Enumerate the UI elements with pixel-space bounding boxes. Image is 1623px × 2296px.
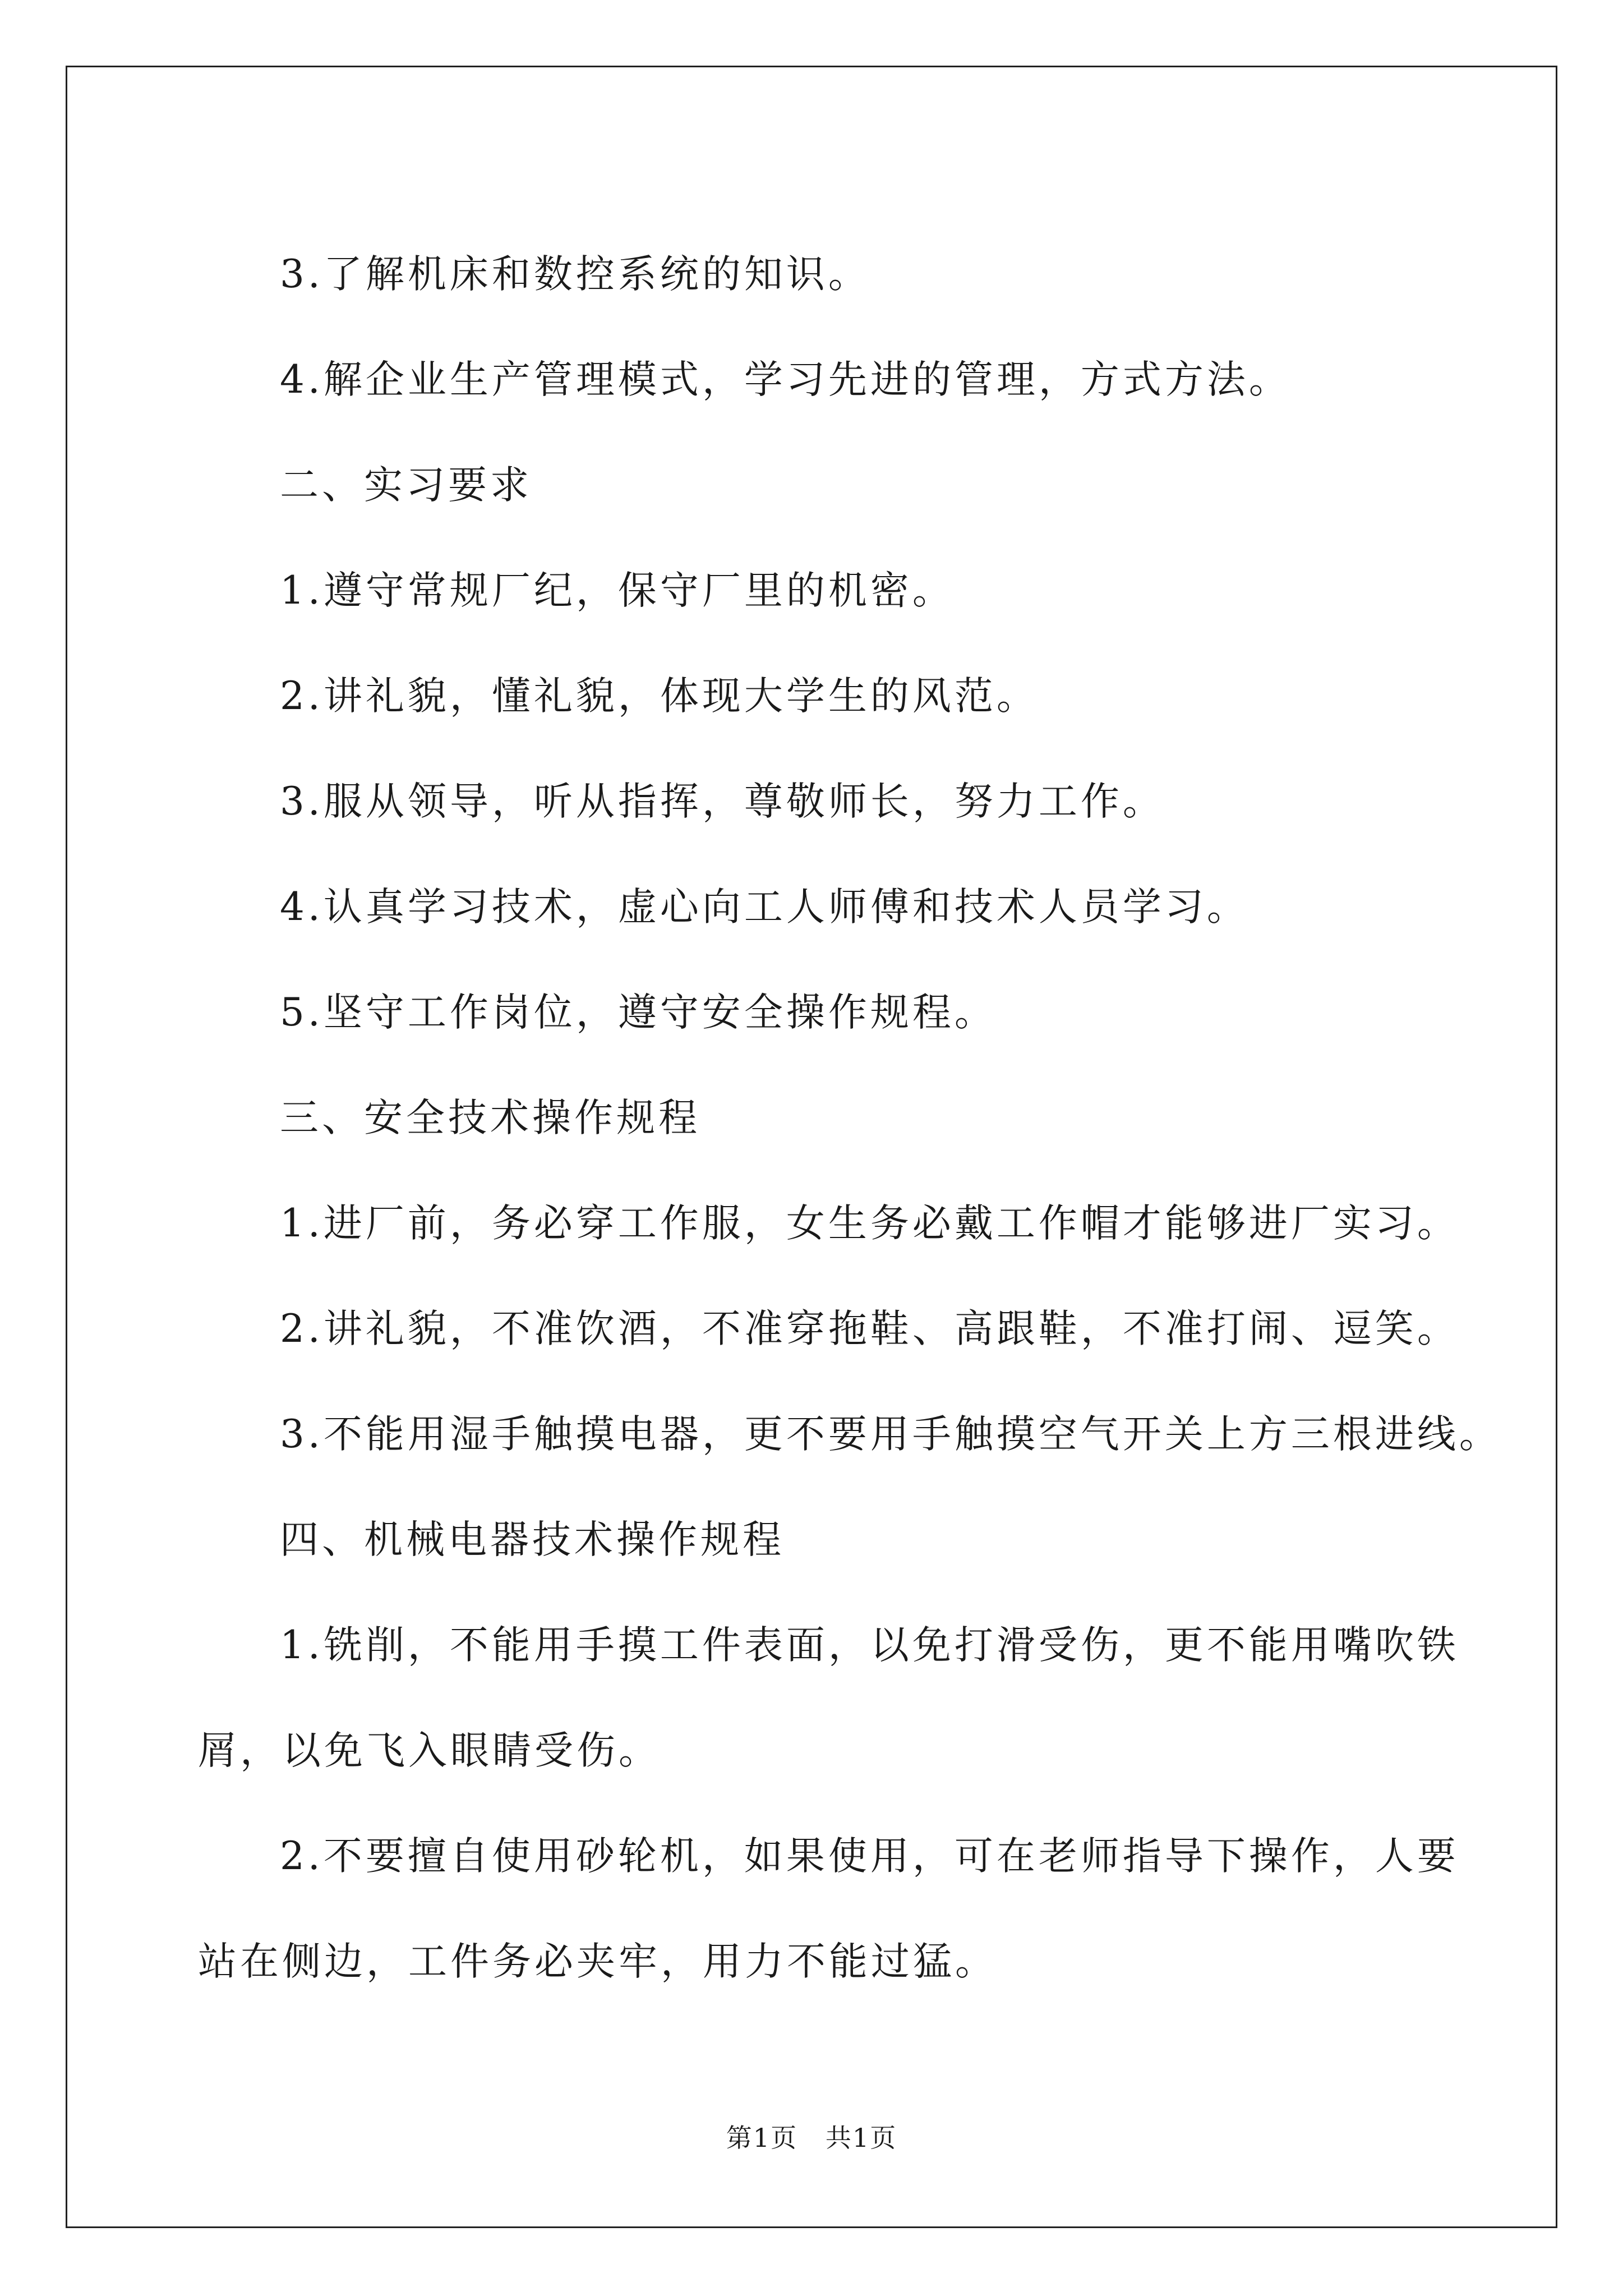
paragraph-line: 5.坚守工作岗位，遵守安全操作规程。 [280, 990, 997, 1035]
paragraph-line: 1.遵守常规厂纪，保守厂里的机密。 [280, 568, 955, 613]
document-body [198, 222, 1501, 2014]
paragraph-line: 3.不能用湿手触摸电器，更不要用手触摸空气开关上方三根进线。 [280, 1412, 1501, 1457]
paragraph-continuation-line: 屑，以免飞入眼睛受伤。 [198, 1728, 661, 1773]
section-heading: 三、安全技术操作规程 [280, 1096, 700, 1140]
paragraph-line: 3.服从领导，听从指挥，尊敬师长，努力工作。 [280, 779, 1165, 824]
page-number-footer: 第1页 共1页 [726, 2123, 897, 2153]
paragraph-line: 1.铣削，不能用手摸工件表面，以免打滑受伤，更不能用嘴吹铁 [280, 1623, 1459, 1668]
paragraph-line: 2.讲礼貌，不准饮酒，不准穿拖鞋、高跟鞋，不准打闹、逗笑。 [280, 1306, 1459, 1351]
section-heading: 二、实习要求 [280, 463, 532, 508]
paragraph-continuation-line: 站在侧边，工件务必夹牢，用力不能过猛。 [198, 1939, 997, 1984]
paragraph-line: 1.进厂前，务必穿工作服，女生务必戴工作帽才能够进厂实习。 [280, 1201, 1459, 1246]
paragraph-line: 2.不要擅自使用砂轮机，如果使用，可在老师指导下操作，人要 [280, 1834, 1459, 1879]
paragraph-line: 4.认真学习技术，虚心向工人师傅和技术人员学习。 [280, 885, 1249, 930]
paragraph-line: 2.讲礼貌，懂礼貌，体现大学生的风范。 [280, 674, 1039, 719]
section-heading: 四、机械电器技术操作规程 [280, 1517, 785, 1562]
paragraph-line: 3.了解机床和数控系统的知识。 [280, 252, 870, 297]
paragraph-line: 4.解企业生产管理模式，学习先进的管理，方式方法。 [280, 357, 1291, 402]
